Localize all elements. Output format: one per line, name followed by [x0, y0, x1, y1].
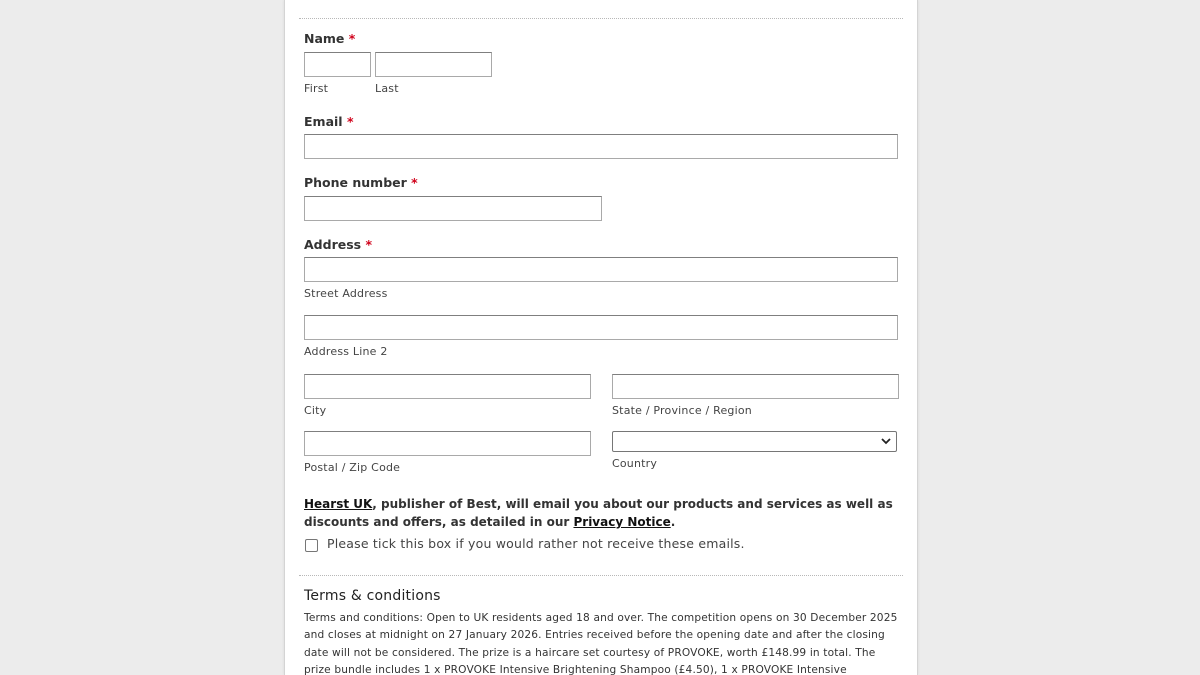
address-line2-sublabel: Address Line 2	[304, 345, 388, 358]
state-sublabel: State / Province / Region	[612, 404, 752, 417]
entry-form-card	[284, 0, 918, 675]
country-select[interactable]	[612, 431, 897, 452]
email-input[interactable]	[304, 134, 898, 159]
phone-input[interactable]	[304, 196, 602, 221]
marketing-notice	[304, 495, 898, 531]
state-input[interactable]	[612, 374, 899, 399]
terms-heading: Terms & conditions	[304, 588, 441, 604]
notice-text-part1: , publisher of Best, will email you about our products and services as well as discounts and offers, as detailed in our	[304, 497, 893, 529]
name-label: Name *	[304, 31, 356, 46]
email-optout-checkbox[interactable]	[305, 539, 318, 552]
postal-code-sublabel: Postal / Zip Code	[304, 461, 401, 474]
top-separator	[299, 18, 903, 19]
city-sublabel: City	[304, 404, 327, 417]
required-mark: *	[365, 237, 372, 252]
last-name-input[interactable]	[375, 52, 492, 77]
first-name-sublabel: First	[304, 82, 329, 95]
hearst-uk-link[interactable]: Hearst UK	[304, 497, 373, 511]
terms-text: Terms and conditions: Open to UK residents aged 18 and over. The competition opens on 30 December 2025 and closes at midnight on 27 January 2026. Entries received before the opening date and after the closing date will not be considered. The prize is a haircare set courtesy of PROVOKE, worth £148.99 in total. The prize bundle includes 1 x PROVOKE Intensive Brightening Shampoo (£4.50), 1 x PROVOKE Intensive	[304, 612, 898, 675]
street-address-sublabel: Street Address	[304, 287, 388, 300]
address-label: Address *	[304, 237, 372, 252]
country-sublabel: Country	[612, 457, 658, 470]
street-address-input[interactable]	[304, 257, 898, 282]
first-name-input[interactable]	[304, 52, 371, 77]
required-mark: *	[411, 175, 418, 190]
city-input[interactable]	[304, 374, 591, 399]
email-label: Email *	[304, 114, 354, 129]
email-optout-label[interactable]: Please tick this box if you would rather not receive these emails.	[327, 536, 745, 551]
address-line2-input[interactable]	[304, 315, 898, 340]
phone-label: Phone number *	[304, 175, 418, 190]
required-mark: *	[348, 31, 356, 46]
required-mark: *	[346, 114, 354, 129]
notice-text-part2: .	[670, 515, 676, 529]
chevron-down-icon	[880, 435, 892, 447]
privacy-notice-link[interactable]: Privacy Notice	[573, 515, 671, 529]
terms-separator	[299, 575, 903, 576]
postal-code-input[interactable]	[304, 431, 591, 456]
last-name-sublabel: Last	[375, 82, 399, 95]
